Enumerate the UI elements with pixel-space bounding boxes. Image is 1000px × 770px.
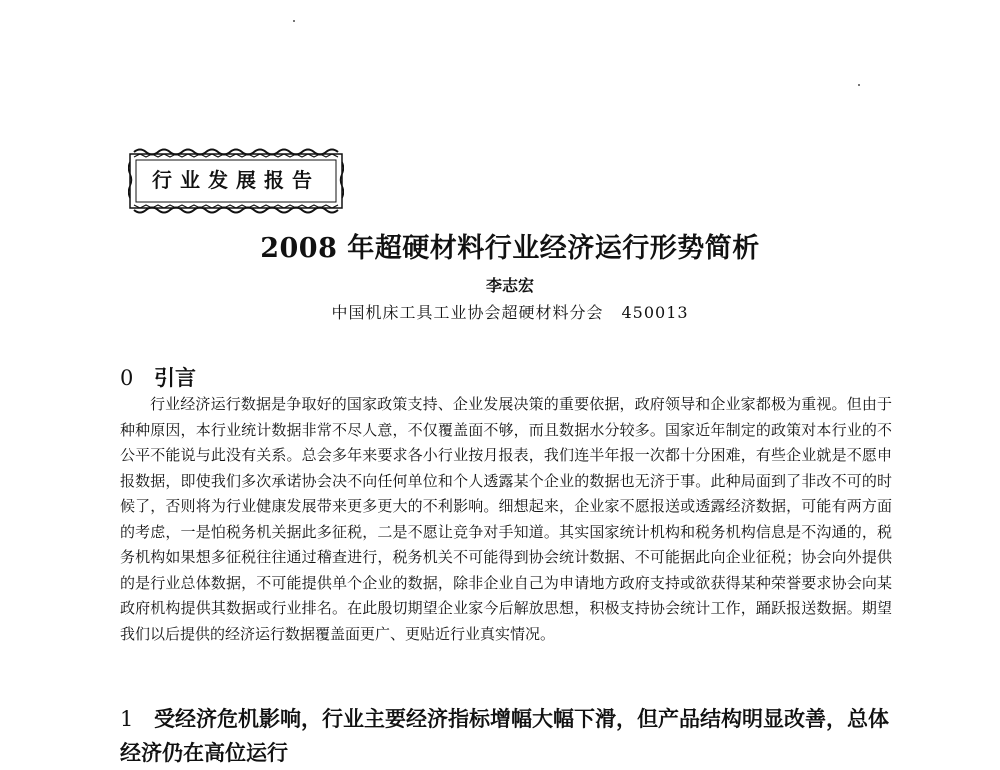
- section-heading-0: [120, 362, 196, 392]
- affiliation-name: 中国机床工具工业协会超硬材料分会: [331, 303, 604, 322]
- section-title: 引言: [154, 365, 196, 390]
- section-number: 1: [120, 707, 134, 731]
- banner-label: 行业发展报告: [152, 168, 320, 192]
- section-banner: [128, 148, 344, 214]
- section-paragraph: 行业经济运行数据是争取好的国家政策支持、企业发展决策的重要依据，政府领导和企业家都极为重视。但由于种种原因，本行业统计数据非常不尽人意，不仅覆盖面不够，而且数据水分较多。国家近年制定的政策对本行业的不公平不能说与此没有关系。总会多年来要求各小行业按月报表，我们连半年报一次都十分困难，有些企业就是不愿申报数据，即使我们多次承诺协会决不向任何单位和个人透露某个企业的数据也无济于事。此种局面到了非改不可的时候了，否则将为行业健康发展带来更多更大的不利影响。细想起来，企业家不愿报送或透露经济数据，可能有两方面的考虑，一是怕税务机关据此多征税，二是不愿让竞争对手知道。其实国家统计机构和税务机构信息是不沟通的，税务机构如果想多征税往往通过稽查进行，税务机关不可能得到协会统计数据、不可能据此向企业征税；协会向外提供的是行业总体数据，不可能提供单个企业的数据，除非企业自己为申请地方政府支持或欲获得某种荣誉要求协会向某政府机构提供其数据或行业排名。在此殷切期望企业家今后解放思想，积极支持协会统计工作，踊跃报送数据。期望我们以后提供的经济运行数据覆盖面更广、更贴近行业真实情况。: [120, 395, 892, 643]
- article-affiliation: [150, 300, 870, 323]
- article-title: 2008 年超硬材料行业经济运行形势简析: [260, 233, 760, 264]
- article-author: 李志宏: [485, 276, 534, 295]
- scan-speck: [858, 84, 860, 86]
- section-number: 0: [120, 366, 134, 390]
- scan-speck: [293, 20, 295, 22]
- affiliation-postcode: 450013: [621, 303, 689, 322]
- section-title: 受经济危机影响，行业主要经济指标增幅大幅下滑，但产品结构明显改善，总体经济仍在高位运行: [120, 706, 889, 765]
